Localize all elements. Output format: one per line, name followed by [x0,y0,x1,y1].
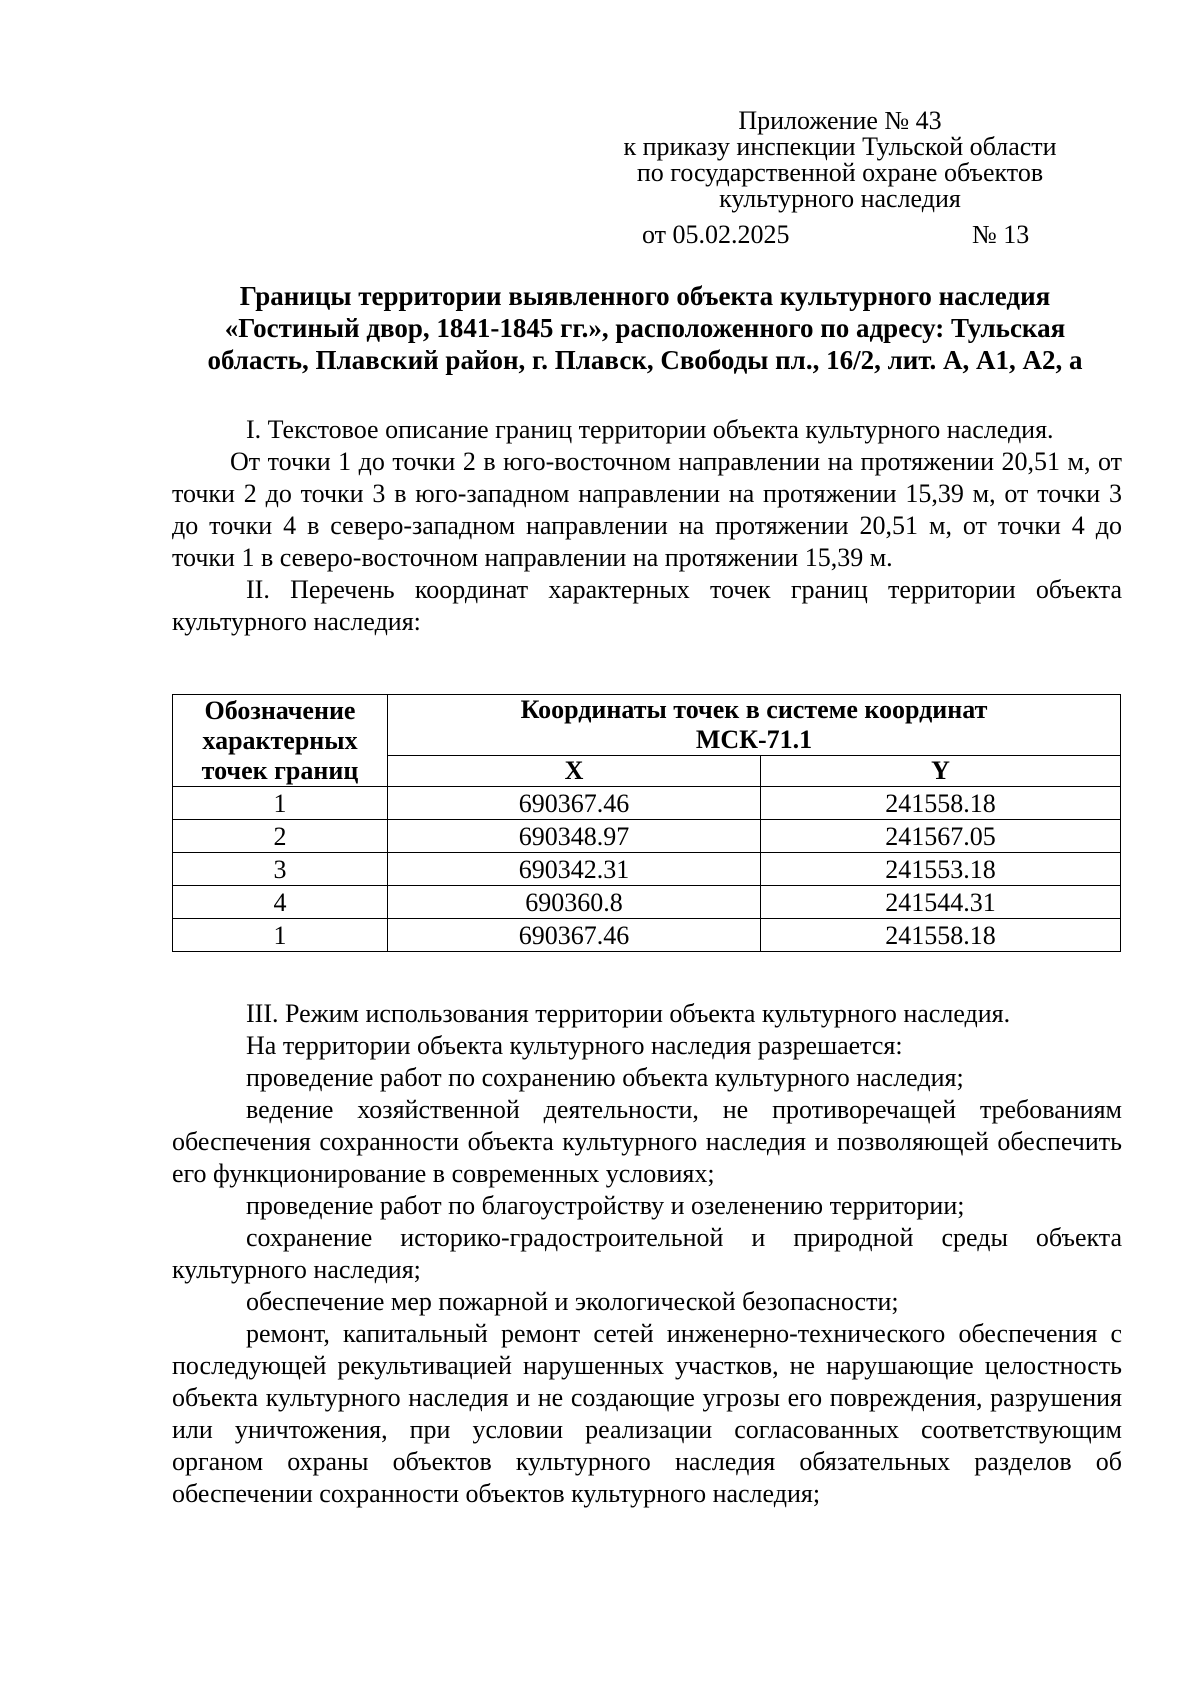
x-cell: 690342.31 [388,853,761,886]
y-cell: 241558.18 [761,919,1121,952]
order-reference-line: по государственной охране объектов [636,158,1044,187]
permitted-activity: проведение работ по сохранению объекта культурного наследия; [246,1063,964,1092]
order-reference-line: к приказу инспекции Тульской области [623,132,1057,161]
table-row [173,919,1121,952]
permitted-activity: сохранение историко-градостроительной и природной среды объекта культурного наследия; [172,1223,1122,1284]
y-cell: 241544.31 [761,886,1121,919]
section-2-heading: II. Перечень координат характерных точек границ территории объекта культурного наследия: [172,575,1122,636]
section-3-heading: III. Режим использования территории объекта культурного наследия. [246,999,1011,1028]
x-cell: 690348.97 [388,820,761,853]
y-cell: 241567.05 [761,820,1121,853]
table-row [173,853,1121,886]
point-cell: 2 [173,820,388,853]
coords-system: МСК-71.1 [695,725,813,754]
permission-intro: На территории объекта культурного наследия разрешается: [246,1031,903,1060]
col-y-header: Y [761,756,1121,787]
table-row [173,820,1121,853]
table-row [173,787,1121,820]
boundary-description: От точки 1 до точки 2 в юго-восточном направлении на протяжении 20,51 м, от точки 2 до точки 3 в юго-западном направлении на протяжении 15,39 м, от точки 3 до точки 4 в северо-западном направлении на протяжении 20,51 м, от точки 4 до точки 1 в северо-восточном направлении на протяжении 15,39 м. [172,447,1122,572]
col-coords-header [388,695,1121,756]
order-date-number [642,220,1042,250]
x-cell: 690360.8 [388,886,761,919]
section-3 [172,998,1122,1510]
coordinates-table [172,694,1121,952]
title-line: Границы территории выявленного объекта культурного наследия [239,281,1051,311]
appendix-header [560,108,1120,212]
permitted-activity: ремонт, капитальный ремонт сетей инженерно-технического обеспечения с последующей рекультивацией нарушенных участков, не нарушающие целостность объекта культурного наследия и не создающие угрозы его повреждения, разрушения или уничтожения, при условии реализации согласованных соответствующим органом охраны объектов культурного наследия обязательных разделов об обеспечении сохранности объектов культурного наследия; [172,1319,1122,1508]
document-title [170,280,1120,376]
order-date: от 05.02.2025 [642,220,790,249]
permitted-activity: ведение хозяйственной деятельности, не противоречащей требованиям обеспечения сохранности объекта культурного наследия и позволяющей обеспечить его функционирование в современных условиях; [172,1095,1122,1188]
point-cell: 3 [173,853,388,886]
table-row [173,886,1121,919]
y-cell: 241558.18 [761,787,1121,820]
col-point-header: Обозначение характерных точек границ [173,695,388,787]
y-cell: 241553.18 [761,853,1121,886]
x-cell: 690367.46 [388,787,761,820]
order-number: № 13 [972,220,1030,249]
col-x-header: X [388,756,761,787]
title-line: «Гостиный двор, 1841-1845 гг.», расположенного по адресу: Тульская [224,313,1066,343]
point-cell: 1 [173,919,388,952]
x-cell: 690367.46 [388,919,761,952]
permitted-activity: обеспечение мер пожарной и экологической безопасности; [246,1287,899,1316]
section-1 [172,414,1122,638]
title-line: область, Плавский район, г. Плавск, Свободы пл., 16/2, лит. А, А1, А2, а [207,345,1083,375]
coords-header-line: Координаты точек в системе координат [520,695,988,724]
order-reference-line: культурного наследия [719,184,961,213]
section-1-heading: I. Текстовое описание границ территории объекта культурного наследия. [246,415,1054,444]
permitted-activity: проведение работ по благоустройству и озеленению территории; [246,1191,965,1220]
point-cell: 1 [173,787,388,820]
point-cell: 4 [173,886,388,919]
appendix-number: Приложение № 43 [738,106,942,135]
